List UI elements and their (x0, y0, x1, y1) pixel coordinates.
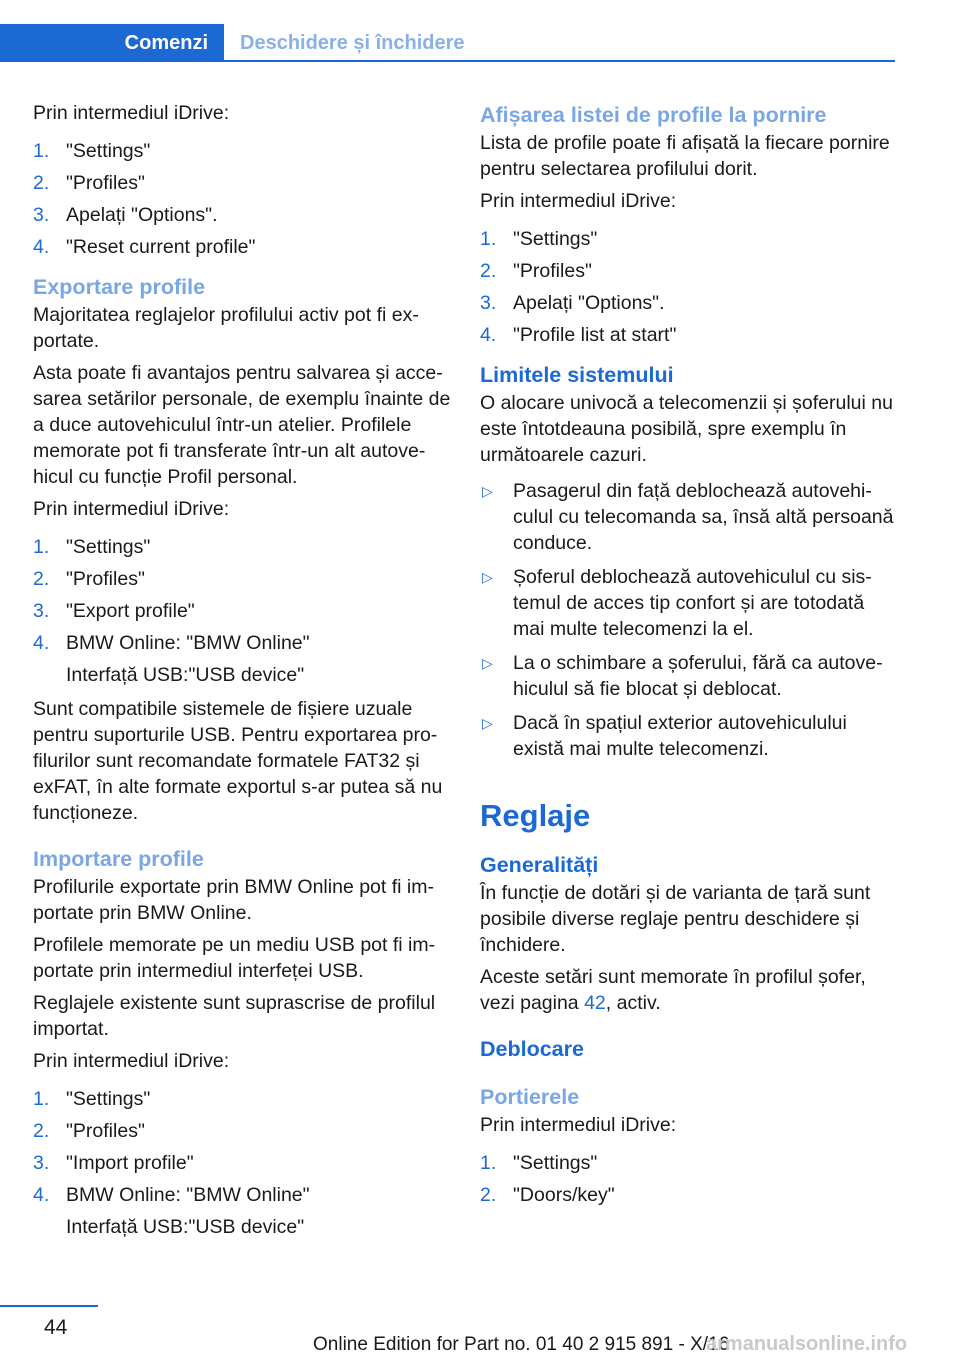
list-item: 1. "Settings" (480, 1152, 598, 1174)
paragraph: În funcție de dotări și de varianta de țară sunt posibile diverse reglaje pentru deschidere și închidere. (480, 882, 871, 956)
header-divider (224, 60, 895, 62)
paragraph: O alocare univocă a telecomenzii și șoferului nu este întotdeauna posibilă, spre exemplu în următoarele cazuri. (480, 392, 893, 466)
heading-limits: Limitele sistemului (480, 363, 674, 387)
heading-export: Exportare profile (33, 275, 206, 299)
page-link[interactable]: 42 (584, 992, 606, 1014)
left-column (33, 100, 453, 1248)
paragraph: Aceste setări sunt memorate în profilul șofer, vezi pagina 42, activ. (480, 966, 866, 1014)
heading-profile-list: Afișarea listei de profile la pornire (480, 103, 827, 127)
list-item: 2. "Profiles" (480, 260, 592, 282)
edition-text: Online Edition for Part no. 01 40 2 915 891 - X/16 (313, 1334, 730, 1355)
list-item: 4. BMW Online: "BMW Online" Interfață USB:"USB device" (33, 1184, 310, 1238)
tab-comenzi[interactable]: Comenzi (0, 24, 224, 62)
tab-deschidere[interactable]: Deschidere și închidere (240, 31, 465, 54)
heading-unlock: Deblocare (480, 1037, 584, 1061)
list-item: ▷ Pasagerul din față deblochează autovehi‐culul cu telecomanda sa, însă altă persoană conduce. (482, 480, 894, 554)
list-item: 4. "Profile list at start" (480, 324, 677, 346)
list-item: 1. "Settings" (33, 1088, 151, 1110)
heading-general: Generalități (480, 853, 599, 877)
paragraph: Asta poate fi avantajos pentru salvarea și acce‐sarea setărilor personale, de exemplu înainte de a duce autovehiculul într-un atelier. Profilele memorate pot fi transferate într-un alt autove‐hicul cu funcție Profil personal. (33, 362, 451, 488)
list-item: 4. "Reset current profile" (33, 236, 256, 258)
triangle-bullet-icon: ▷ (482, 715, 493, 731)
list-item: 4. BMW Online: "BMW Online" Interfață USB:"USB device" (33, 632, 310, 686)
list-item: 3. "Export profile" (33, 600, 195, 622)
paragraph: Profilurile exportate prin BMW Online pot fi im‐portate prin BMW Online. (33, 876, 434, 924)
paragraph: Prin intermediul iDrive: (480, 1114, 677, 1136)
list-item: 2. "Profiles" (33, 1120, 145, 1142)
intro-text: Prin intermediul iDrive: (33, 102, 230, 124)
steps-reset (33, 138, 453, 260)
list-item: 2. "Doors/key" (480, 1184, 615, 1206)
paragraph: Prin intermediul iDrive: (480, 190, 677, 212)
list-item: 2. "Profiles" (33, 568, 145, 590)
steps-profile-list (480, 226, 900, 348)
heading-reglaje: Reglaje (480, 798, 591, 833)
list-item: 1. "Settings" (480, 228, 598, 250)
list-item: ▷ La o schimbare a șoferului, fără ca autove‐hiculul să fie blocat și deblocat. (482, 652, 883, 700)
page-number: 44 (44, 1316, 68, 1339)
list-item: 3. Apelați "Options". (33, 204, 218, 226)
triangle-bullet-icon: ▷ (482, 569, 493, 585)
paragraph: Prin intermediul iDrive: (33, 1050, 230, 1072)
list-item: 3. "Import profile" (33, 1152, 194, 1174)
triangle-bullet-icon: ▷ (482, 483, 493, 499)
watermark: armanualsonline.info (706, 1333, 908, 1355)
paragraph: Sunt compatibile sistemele de fișiere uzuale pentru suporturile USB. Pentru exportarea pro‐filurilor sunt recomandate formatele FAT32 și exFAT, în alte formate exportul s-ar putea să nu funcționeze. (33, 698, 443, 824)
heading-import: Importare profile (33, 847, 204, 871)
steps-export (33, 534, 453, 688)
list-item: 3. Apelați "Options". (480, 292, 665, 314)
triangle-bullet-icon: ▷ (482, 655, 493, 671)
list-item: 1. "Settings" (33, 140, 151, 162)
list-item: ▷ Șoferul deblochează autovehiculul cu sis‐temul de acces tip confort și are totodată mai multe telecomenzi la el. (482, 566, 872, 640)
paragraph: Prin intermediul iDrive: (33, 498, 230, 520)
limits-bullets (480, 478, 900, 762)
steps-import (33, 1086, 453, 1240)
paragraph: Reglajele existente sunt suprascrise de profilul importat. (33, 992, 436, 1040)
paragraph: Profilele memorate pe un mediu USB pot fi im‐portate prin intermediul interfeței USB. (33, 934, 436, 982)
list-item: 1. "Settings" (33, 536, 151, 558)
list-item: 2. "Profiles" (33, 172, 145, 194)
page-header (0, 24, 895, 62)
right-column (480, 100, 900, 1216)
heading-doors: Portierele (480, 1085, 580, 1109)
paragraph: Lista de profile poate fi afișată la fiecare pornire pentru selectarea profilului dorit. (480, 132, 890, 180)
steps-doors (480, 1150, 900, 1208)
footer-divider (0, 1305, 98, 1307)
list-item: ▷ Dacă în spațiul exterior autovehiculului există mai multe telecomenzi. (482, 712, 847, 760)
paragraph: Majoritatea reglajelor profilului activ pot fi ex‐portate. (33, 304, 419, 352)
